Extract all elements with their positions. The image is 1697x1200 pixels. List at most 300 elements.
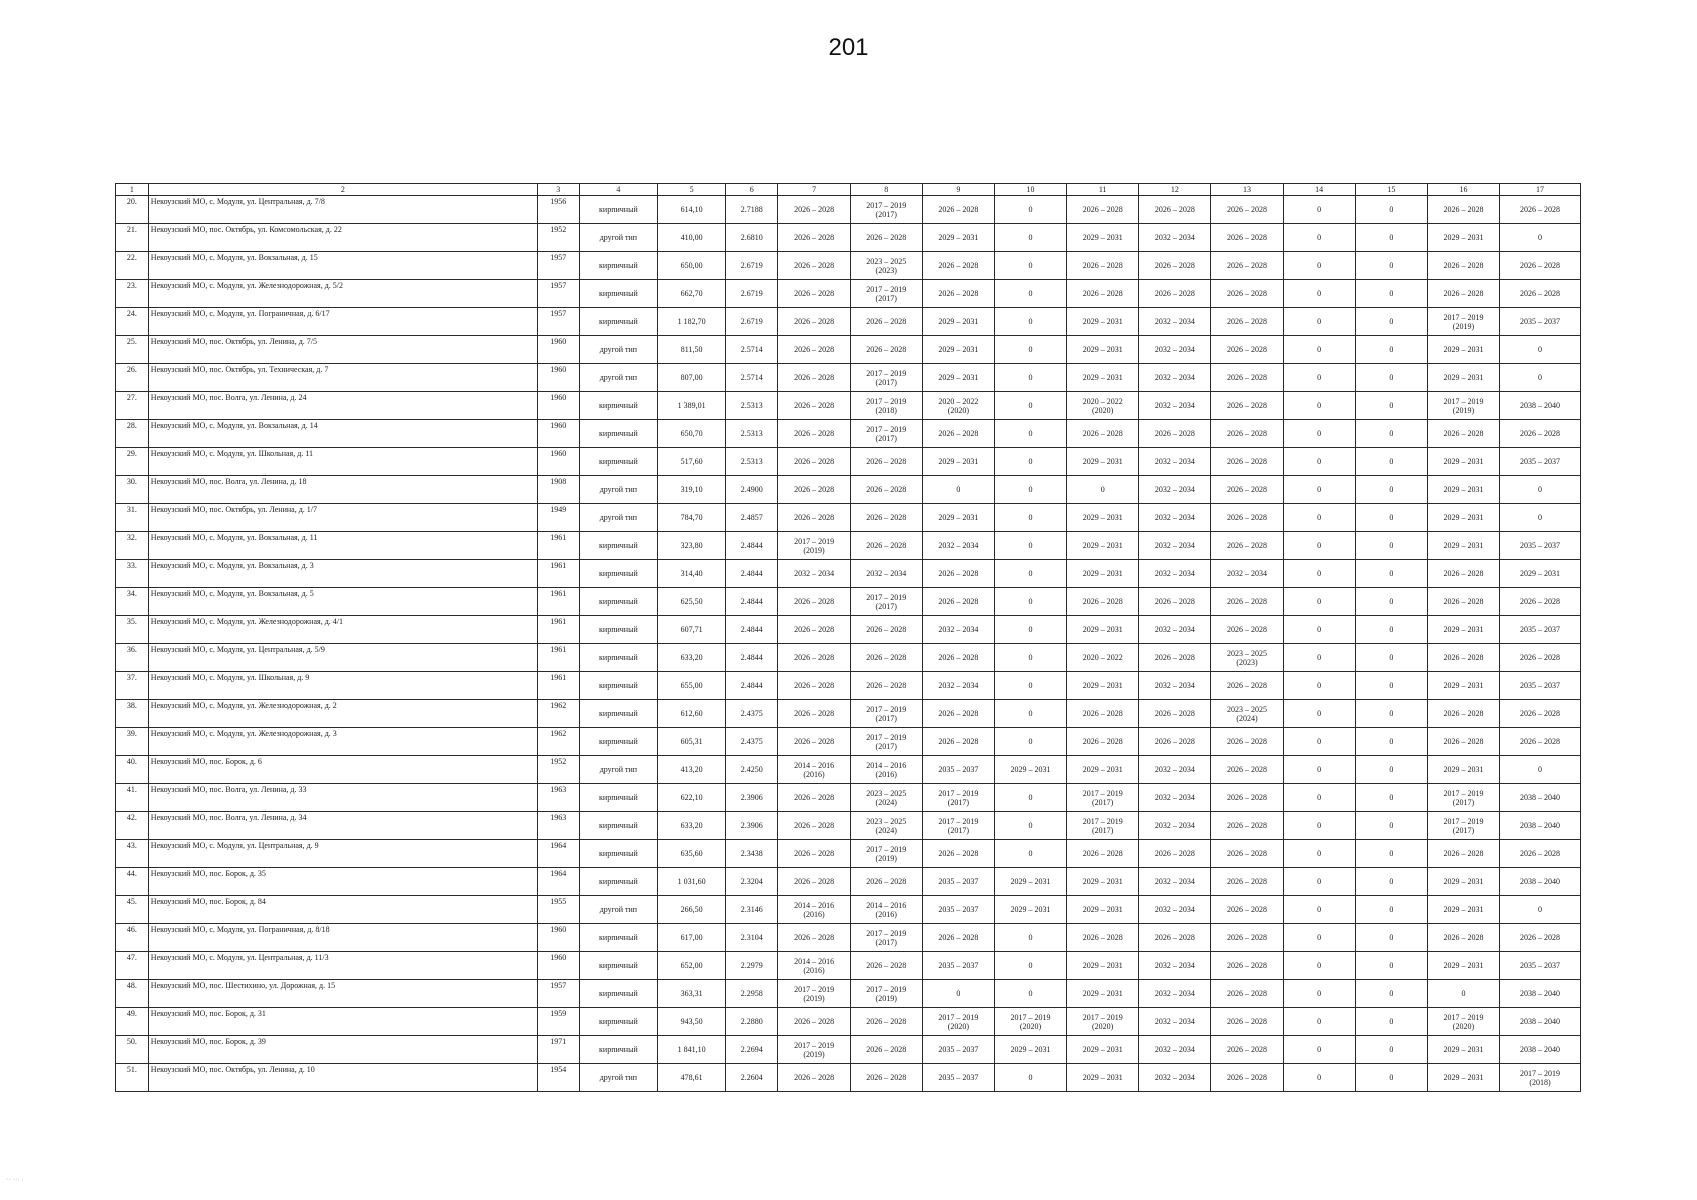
table-cell-col-5: 633,20 <box>658 812 726 840</box>
table-cell-col-15: 0 <box>1355 252 1427 280</box>
table-cell-col-14: 0 <box>1283 952 1355 980</box>
table-cell-col-9: 2035 – 2037 <box>922 756 994 784</box>
table-cell-col-7: 2026 – 2028 <box>778 448 850 476</box>
table-cell-col-1: 46. <box>116 924 149 952</box>
table-cell-col-15: 0 <box>1355 812 1427 840</box>
column-header-8: 8 <box>850 184 922 196</box>
table-cell-col-9: 2035 – 2037 <box>922 868 994 896</box>
table-row <box>116 784 1581 812</box>
table-cell-col-13: 2026 – 2028 <box>1211 756 1283 784</box>
table-cell-col-3: 1908 <box>538 476 580 504</box>
table-cell-col-7: 2026 – 2028 <box>778 868 850 896</box>
table-cell-col-15: 0 <box>1355 672 1427 700</box>
table-cell-col-14: 0 <box>1283 896 1355 924</box>
table-row <box>116 252 1581 280</box>
table-cell-col-13: 2032 – 2034 <box>1211 560 1283 588</box>
table-cell-col-4: кирпичный <box>579 980 658 1008</box>
column-header-12: 12 <box>1139 184 1211 196</box>
column-header-15: 15 <box>1355 184 1427 196</box>
table-cell-col-8: 2017 – 2019 (2017) <box>850 420 922 448</box>
table-row <box>116 616 1581 644</box>
table-cell-col-3: 1962 <box>538 700 580 728</box>
table-cell-col-16: 2026 – 2028 <box>1427 644 1499 672</box>
table-cell-col-16: 2029 – 2031 <box>1427 868 1499 896</box>
table-cell-col-4: другой тип <box>579 896 658 924</box>
table-cell-col-5: 266,50 <box>658 896 726 924</box>
table-cell-col-16: 2017 – 2019 (2020) <box>1427 1008 1499 1036</box>
table-cell-col-13: 2026 – 2028 <box>1211 532 1283 560</box>
table-cell-col-13: 2026 – 2028 <box>1211 896 1283 924</box>
table-cell-col-5: 607,71 <box>658 616 726 644</box>
table-cell-col-13: 2026 – 2028 <box>1211 1008 1283 1036</box>
table-cell-col-8: 2026 – 2028 <box>850 672 922 700</box>
table-cell-col-17: 2038 – 2040 <box>1500 868 1581 896</box>
table-cell-col-10: 0 <box>994 224 1066 252</box>
table-cell-col-16: 2029 – 2031 <box>1427 616 1499 644</box>
table-cell-col-2: Некоузский МО, пос. Борок, д. 84 <box>148 896 537 924</box>
table-cell-col-5: 811,50 <box>658 336 726 364</box>
table-cell-col-9: 2032 – 2034 <box>922 616 994 644</box>
table-cell-col-2: Некоузский МО, с. Модуля, ул. Центральная, д. 7/8 <box>148 196 537 224</box>
table-cell-col-4: другой тип <box>579 336 658 364</box>
table-cell-col-4: кирпичный <box>579 812 658 840</box>
register-table <box>115 183 1581 1092</box>
table-cell-col-12: 2032 – 2034 <box>1139 784 1211 812</box>
table-cell-col-6: 2.5313 <box>726 420 778 448</box>
table-cell-col-8: 2026 – 2028 <box>850 1036 922 1064</box>
header-row <box>116 184 1581 196</box>
table-cell-col-6: 2.3906 <box>726 784 778 812</box>
table-cell-col-3: 1960 <box>538 336 580 364</box>
table-cell-col-13: 2023 – 2025 (2024) <box>1211 700 1283 728</box>
table-cell-col-2: Некоузский МО, с. Модуля, ул. Школьная, д. 11 <box>148 448 537 476</box>
table-cell-col-14: 0 <box>1283 336 1355 364</box>
table-cell-col-10: 0 <box>994 840 1066 868</box>
table-cell-col-17: 2026 – 2028 <box>1500 280 1581 308</box>
table-cell-col-4: кирпичный <box>579 392 658 420</box>
table-cell-col-4: кирпичный <box>579 196 658 224</box>
table-cell-col-17: 2038 – 2040 <box>1500 812 1581 840</box>
table-cell-col-7: 2026 – 2028 <box>778 1008 850 1036</box>
table-cell-col-15: 0 <box>1355 700 1427 728</box>
table-cell-col-2: Некоузский МО, пос. Волга, ул. Ленина, д. 33 <box>148 784 537 812</box>
table-cell-col-15: 0 <box>1355 644 1427 672</box>
table-row <box>116 812 1581 840</box>
table-cell-col-14: 0 <box>1283 700 1355 728</box>
table-cell-col-4: другой тип <box>579 364 658 392</box>
table-cell-col-11: 2017 – 2019 (2017) <box>1067 784 1139 812</box>
table-cell-col-16: 2017 – 2019 (2019) <box>1427 392 1499 420</box>
table-cell-col-2: Некоузский МО, с. Модуля, ул. Пограничная, д. 6/17 <box>148 308 537 336</box>
table-cell-col-1: 29. <box>116 448 149 476</box>
table-cell-col-6: 2.4844 <box>726 532 778 560</box>
table-cell-col-17: 0 <box>1500 896 1581 924</box>
table-row <box>116 224 1581 252</box>
column-header-11: 11 <box>1067 184 1139 196</box>
table-cell-col-9: 2026 – 2028 <box>922 420 994 448</box>
table-cell-col-4: кирпичный <box>579 644 658 672</box>
table-cell-col-5: 633,20 <box>658 644 726 672</box>
table-cell-col-2: Некоузский МО, пос. Октябрь, ул. Комсомольская, д. 22 <box>148 224 537 252</box>
table-cell-col-13: 2026 – 2028 <box>1211 868 1283 896</box>
table-cell-col-12: 2032 – 2034 <box>1139 1064 1211 1092</box>
table-cell-col-11: 2029 – 2031 <box>1067 532 1139 560</box>
table-cell-col-15: 0 <box>1355 364 1427 392</box>
table-cell-col-13: 2026 – 2028 <box>1211 840 1283 868</box>
table-cell-col-15: 0 <box>1355 504 1427 532</box>
table-cell-col-12: 2032 – 2034 <box>1139 448 1211 476</box>
table-cell-col-17: 0 <box>1500 476 1581 504</box>
table-cell-col-15: 0 <box>1355 784 1427 812</box>
table-cell-col-10: 0 <box>994 784 1066 812</box>
table-cell-col-7: 2014 – 2016 (2016) <box>778 952 850 980</box>
table-cell-col-7: 2026 – 2028 <box>778 812 850 840</box>
table-cell-col-12: 2032 – 2034 <box>1139 672 1211 700</box>
table-cell-col-7: 2017 – 2019 (2019) <box>778 532 850 560</box>
table-cell-col-15: 0 <box>1355 840 1427 868</box>
table-cell-col-7: 2026 – 2028 <box>778 588 850 616</box>
table-cell-col-6: 2.5313 <box>726 392 778 420</box>
table-cell-col-1: 25. <box>116 336 149 364</box>
table-cell-col-16: 2029 – 2031 <box>1427 504 1499 532</box>
table-row <box>116 280 1581 308</box>
table-row <box>116 420 1581 448</box>
table-cell-col-17: 2026 – 2028 <box>1500 196 1581 224</box>
table-cell-col-1: 21. <box>116 224 149 252</box>
table-cell-col-1: 31. <box>116 504 149 532</box>
table-cell-col-4: кирпичный <box>579 784 658 812</box>
table-cell-col-12: 2032 – 2034 <box>1139 476 1211 504</box>
table-cell-col-1: 42. <box>116 812 149 840</box>
table-cell-col-13: 2026 – 2028 <box>1211 728 1283 756</box>
table-cell-col-3: 1961 <box>538 560 580 588</box>
table-cell-col-7: 2026 – 2028 <box>778 280 850 308</box>
table-cell-col-6: 2.4375 <box>726 728 778 756</box>
table-cell-col-6: 2.4844 <box>726 672 778 700</box>
table-cell-col-11: 2026 – 2028 <box>1067 196 1139 224</box>
table-cell-col-4: другой тип <box>579 504 658 532</box>
table-cell-col-17: 2017 – 2019 (2018) <box>1500 1064 1581 1092</box>
table-cell-col-17: 0 <box>1500 224 1581 252</box>
table-cell-col-7: 2026 – 2028 <box>778 420 850 448</box>
table-cell-col-16: 2026 – 2028 <box>1427 280 1499 308</box>
table-cell-col-4: кирпичный <box>579 840 658 868</box>
column-header-3: 3 <box>538 184 580 196</box>
table-cell-col-14: 0 <box>1283 224 1355 252</box>
table-cell-col-15: 0 <box>1355 896 1427 924</box>
table-cell-col-8: 2017 – 2019 (2019) <box>850 840 922 868</box>
table-cell-col-3: 1961 <box>538 672 580 700</box>
table-cell-col-5: 323,80 <box>658 532 726 560</box>
table-cell-col-9: 2032 – 2034 <box>922 672 994 700</box>
table-cell-col-15: 0 <box>1355 560 1427 588</box>
table-cell-col-13: 2026 – 2028 <box>1211 616 1283 644</box>
table-cell-col-16: 2029 – 2031 <box>1427 448 1499 476</box>
table-cell-col-9: 2035 – 2037 <box>922 1036 994 1064</box>
table-cell-col-12: 2032 – 2034 <box>1139 1036 1211 1064</box>
table-cell-col-10: 2017 – 2019 (2020) <box>994 1008 1066 1036</box>
table-cell-col-4: кирпичный <box>579 560 658 588</box>
table-cell-col-3: 1952 <box>538 224 580 252</box>
table-cell-col-15: 0 <box>1355 924 1427 952</box>
table-cell-col-10: 0 <box>994 308 1066 336</box>
table-cell-col-5: 625,50 <box>658 588 726 616</box>
table-cell-col-4: кирпичный <box>579 588 658 616</box>
table-cell-col-1: 36. <box>116 644 149 672</box>
table-cell-col-7: 2026 – 2028 <box>778 392 850 420</box>
table-cell-col-5: 1 031,60 <box>658 868 726 896</box>
table-row <box>116 196 1581 224</box>
table-row <box>116 700 1581 728</box>
table-cell-col-1: 41. <box>116 784 149 812</box>
table-cell-col-5: 1 841,10 <box>658 1036 726 1064</box>
table-cell-col-4: кирпичный <box>579 924 658 952</box>
table-cell-col-15: 0 <box>1355 532 1427 560</box>
table-cell-col-5: 635,60 <box>658 840 726 868</box>
table-cell-col-3: 1961 <box>538 588 580 616</box>
table-cell-col-4: кирпичный <box>579 308 658 336</box>
table-cell-col-12: 2032 – 2034 <box>1139 1008 1211 1036</box>
table-cell-col-9: 2029 – 2031 <box>922 448 994 476</box>
table-cell-col-2: Некоузский МО, пос. Октябрь, ул. Ленина, д. 1/7 <box>148 504 537 532</box>
table-cell-col-10: 2029 – 2031 <box>994 896 1066 924</box>
table-cell-col-8: 2026 – 2028 <box>850 644 922 672</box>
table-cell-col-9: 2026 – 2028 <box>922 728 994 756</box>
table-row <box>116 392 1581 420</box>
table-row <box>116 840 1581 868</box>
table-cell-col-13: 2026 – 2028 <box>1211 392 1283 420</box>
table-cell-col-16: 2017 – 2019 (2017) <box>1427 784 1499 812</box>
table-cell-col-10: 0 <box>994 476 1066 504</box>
table-cell-col-16: 0 <box>1427 980 1499 1008</box>
table-cell-col-4: другой тип <box>579 224 658 252</box>
table-cell-col-1: 35. <box>116 616 149 644</box>
table-cell-col-7: 2026 – 2028 <box>778 700 850 728</box>
table-cell-col-8: 2014 – 2016 (2016) <box>850 756 922 784</box>
table-cell-col-4: другой тип <box>579 476 658 504</box>
table-cell-col-1: 34. <box>116 588 149 616</box>
table-cell-col-12: 2032 – 2034 <box>1139 756 1211 784</box>
table-cell-col-17: 2026 – 2028 <box>1500 924 1581 952</box>
table-cell-col-6: 2.2880 <box>726 1008 778 1036</box>
table-cell-col-1: 23. <box>116 280 149 308</box>
table-cell-col-2: Некоузский МО, с. Модуля, ул. Центральная, д. 5/9 <box>148 644 537 672</box>
table-cell-col-10: 0 <box>994 980 1066 1008</box>
table-cell-col-16: 2026 – 2028 <box>1427 196 1499 224</box>
table-cell-col-8: 2017 – 2019 (2019) <box>850 980 922 1008</box>
table-cell-col-5: 943,50 <box>658 1008 726 1036</box>
table-cell-col-13: 2026 – 2028 <box>1211 224 1283 252</box>
table-row <box>116 532 1581 560</box>
table-cell-col-15: 0 <box>1355 980 1427 1008</box>
table-row <box>116 896 1581 924</box>
table-cell-col-2: Некоузский МО, пос. Октябрь, ул. Ленина, д. 10 <box>148 1064 537 1092</box>
table-cell-col-9: 2026 – 2028 <box>922 644 994 672</box>
column-header-17: 17 <box>1500 184 1581 196</box>
table-cell-col-12: 2026 – 2028 <box>1139 728 1211 756</box>
table-cell-col-3: 1960 <box>538 420 580 448</box>
table-cell-col-10: 2029 – 2031 <box>994 756 1066 784</box>
table-cell-col-6: 2.3146 <box>726 896 778 924</box>
table-cell-col-1: 38. <box>116 700 149 728</box>
table-row <box>116 364 1581 392</box>
table-cell-col-14: 0 <box>1283 420 1355 448</box>
table-cell-col-10: 0 <box>994 420 1066 448</box>
table-cell-col-3: 1952 <box>538 756 580 784</box>
table-cell-col-10: 0 <box>994 504 1066 532</box>
table-cell-col-13: 2026 – 2028 <box>1211 784 1283 812</box>
table-cell-col-3: 1961 <box>538 532 580 560</box>
table-cell-col-12: 2032 – 2034 <box>1139 868 1211 896</box>
table-cell-col-8: 2026 – 2028 <box>850 616 922 644</box>
table-cell-col-11: 2026 – 2028 <box>1067 728 1139 756</box>
table-cell-col-9: 2035 – 2037 <box>922 952 994 980</box>
table-cell-col-8: 2014 – 2016 (2016) <box>850 896 922 924</box>
table-cell-col-12: 2026 – 2028 <box>1139 252 1211 280</box>
table-cell-col-11: 0 <box>1067 476 1139 504</box>
column-header-1: 1 <box>116 184 149 196</box>
table-cell-col-14: 0 <box>1283 840 1355 868</box>
table-cell-col-6: 2.2979 <box>726 952 778 980</box>
table-cell-col-14: 0 <box>1283 588 1355 616</box>
table-cell-col-8: 2026 – 2028 <box>850 224 922 252</box>
table-cell-col-2: Некоузский МО, с. Модуля, ул. Вокзальная, д. 5 <box>148 588 537 616</box>
column-header-7: 7 <box>778 184 850 196</box>
table-cell-col-10: 0 <box>994 672 1066 700</box>
table-cell-col-6: 2.5714 <box>726 336 778 364</box>
table-cell-col-6: 2.4900 <box>726 476 778 504</box>
table-cell-col-12: 2032 – 2034 <box>1139 224 1211 252</box>
table-cell-col-5: 784,70 <box>658 504 726 532</box>
table-cell-col-12: 2032 – 2034 <box>1139 532 1211 560</box>
table-cell-col-9: 2029 – 2031 <box>922 308 994 336</box>
table-cell-col-17: 2038 – 2040 <box>1500 392 1581 420</box>
table-cell-col-9: 2032 – 2034 <box>922 532 994 560</box>
table-cell-col-17: 0 <box>1500 336 1581 364</box>
table-cell-col-8: 2017 – 2019 (2017) <box>850 280 922 308</box>
table-cell-col-7: 2026 – 2028 <box>778 336 850 364</box>
table-cell-col-5: 314,40 <box>658 560 726 588</box>
table-cell-col-6: 2.4844 <box>726 616 778 644</box>
table-cell-col-1: 22. <box>116 252 149 280</box>
table-cell-col-16: 2026 – 2028 <box>1427 560 1499 588</box>
table-cell-col-6: 2.7188 <box>726 196 778 224</box>
table-cell-col-13: 2026 – 2028 <box>1211 504 1283 532</box>
table-cell-col-5: 517,60 <box>658 448 726 476</box>
table-cell-col-6: 2.4844 <box>726 644 778 672</box>
table-cell-col-11: 2026 – 2028 <box>1067 924 1139 952</box>
table-cell-col-8: 2026 – 2028 <box>850 448 922 476</box>
table-cell-col-16: 2017 – 2019 (2017) <box>1427 812 1499 840</box>
table-cell-col-11: 2017 – 2019 (2017) <box>1067 812 1139 840</box>
column-header-16: 16 <box>1427 184 1499 196</box>
table-cell-col-8: 2026 – 2028 <box>850 532 922 560</box>
table-cell-col-16: 2026 – 2028 <box>1427 420 1499 448</box>
table-row <box>116 868 1581 896</box>
table-cell-col-4: кирпичный <box>579 700 658 728</box>
table-cell-col-14: 0 <box>1283 448 1355 476</box>
table-cell-col-11: 2029 – 2031 <box>1067 560 1139 588</box>
table-cell-col-7: 2026 – 2028 <box>778 196 850 224</box>
table-cell-col-4: другой тип <box>579 1064 658 1092</box>
table-cell-col-17: 2035 – 2037 <box>1500 448 1581 476</box>
table-cell-col-10: 0 <box>994 728 1066 756</box>
table-cell-col-17: 2035 – 2037 <box>1500 308 1581 336</box>
table-cell-col-17: 0 <box>1500 504 1581 532</box>
table-cell-col-16: 2026 – 2028 <box>1427 840 1499 868</box>
table-cell-col-7: 2026 – 2028 <box>778 924 850 952</box>
table-cell-col-12: 2032 – 2034 <box>1139 952 1211 980</box>
table-cell-col-4: кирпичный <box>579 532 658 560</box>
table-cell-col-9: 2029 – 2031 <box>922 336 994 364</box>
table-cell-col-6: 2.3906 <box>726 812 778 840</box>
table-cell-col-11: 2026 – 2028 <box>1067 700 1139 728</box>
table-cell-col-14: 0 <box>1283 280 1355 308</box>
table-cell-col-16: 2026 – 2028 <box>1427 728 1499 756</box>
table-cell-col-11: 2029 – 2031 <box>1067 224 1139 252</box>
table-cell-col-17: 2026 – 2028 <box>1500 728 1581 756</box>
table-cell-col-14: 0 <box>1283 644 1355 672</box>
table-cell-col-14: 0 <box>1283 1008 1355 1036</box>
table-cell-col-11: 2029 – 2031 <box>1067 980 1139 1008</box>
table-cell-col-5: 319,10 <box>658 476 726 504</box>
table-cell-col-15: 0 <box>1355 868 1427 896</box>
table-cell-col-1: 26. <box>116 364 149 392</box>
table-cell-col-8: 2017 – 2019 (2017) <box>850 196 922 224</box>
table-cell-col-13: 2026 – 2028 <box>1211 336 1283 364</box>
table-row <box>116 980 1581 1008</box>
table-cell-col-16: 2029 – 2031 <box>1427 952 1499 980</box>
table-cell-col-1: 37. <box>116 672 149 700</box>
table-cell-col-12: 2026 – 2028 <box>1139 840 1211 868</box>
table-cell-col-1: 39. <box>116 728 149 756</box>
table-cell-col-15: 0 <box>1355 476 1427 504</box>
table-cell-col-2: Некоузский МО, с. Модуля, ул. Пограничная, д. 8/18 <box>148 924 537 952</box>
table-cell-col-11: 2029 – 2031 <box>1067 616 1139 644</box>
table-cell-col-15: 0 <box>1355 448 1427 476</box>
table-cell-col-14: 0 <box>1283 756 1355 784</box>
table-cell-col-13: 2026 – 2028 <box>1211 588 1283 616</box>
table-cell-col-17: 2035 – 2037 <box>1500 532 1581 560</box>
table-cell-col-10: 0 <box>994 336 1066 364</box>
table-cell-col-6: 2.3438 <box>726 840 778 868</box>
table-cell-col-13: 2026 – 2028 <box>1211 252 1283 280</box>
table-cell-col-8: 2023 – 2025 (2024) <box>850 784 922 812</box>
table-cell-col-13: 2026 – 2028 <box>1211 420 1283 448</box>
table-cell-col-16: 2029 – 2031 <box>1427 756 1499 784</box>
table-cell-col-11: 2026 – 2028 <box>1067 840 1139 868</box>
table-cell-col-2: Некоузский МО, с. Модуля, ул. Центральная, д. 11/3 <box>148 952 537 980</box>
register-table-container <box>115 183 1581 1092</box>
table-cell-col-14: 0 <box>1283 252 1355 280</box>
table-cell-col-17: 0 <box>1500 756 1581 784</box>
table-cell-col-9: 2026 – 2028 <box>922 560 994 588</box>
table-cell-col-4: кирпичный <box>579 280 658 308</box>
table-cell-col-9: 0 <box>922 980 994 1008</box>
table-cell-col-6: 2.4844 <box>726 560 778 588</box>
table-cell-col-7: 2026 – 2028 <box>778 224 850 252</box>
table-cell-col-14: 0 <box>1283 1036 1355 1064</box>
table-cell-col-3: 1960 <box>538 448 580 476</box>
table-row <box>116 1008 1581 1036</box>
table-row <box>116 504 1581 532</box>
table-cell-col-2: Некоузский МО, с. Модуля, ул. Железнодорожная, д. 5/2 <box>148 280 537 308</box>
table-cell-col-2: Некоузский МО, пос. Борок, д. 39 <box>148 1036 537 1064</box>
table-cell-col-14: 0 <box>1283 476 1355 504</box>
table-cell-col-10: 2029 – 2031 <box>994 868 1066 896</box>
table-cell-col-9: 2029 – 2031 <box>922 504 994 532</box>
table-cell-col-12: 2026 – 2028 <box>1139 924 1211 952</box>
